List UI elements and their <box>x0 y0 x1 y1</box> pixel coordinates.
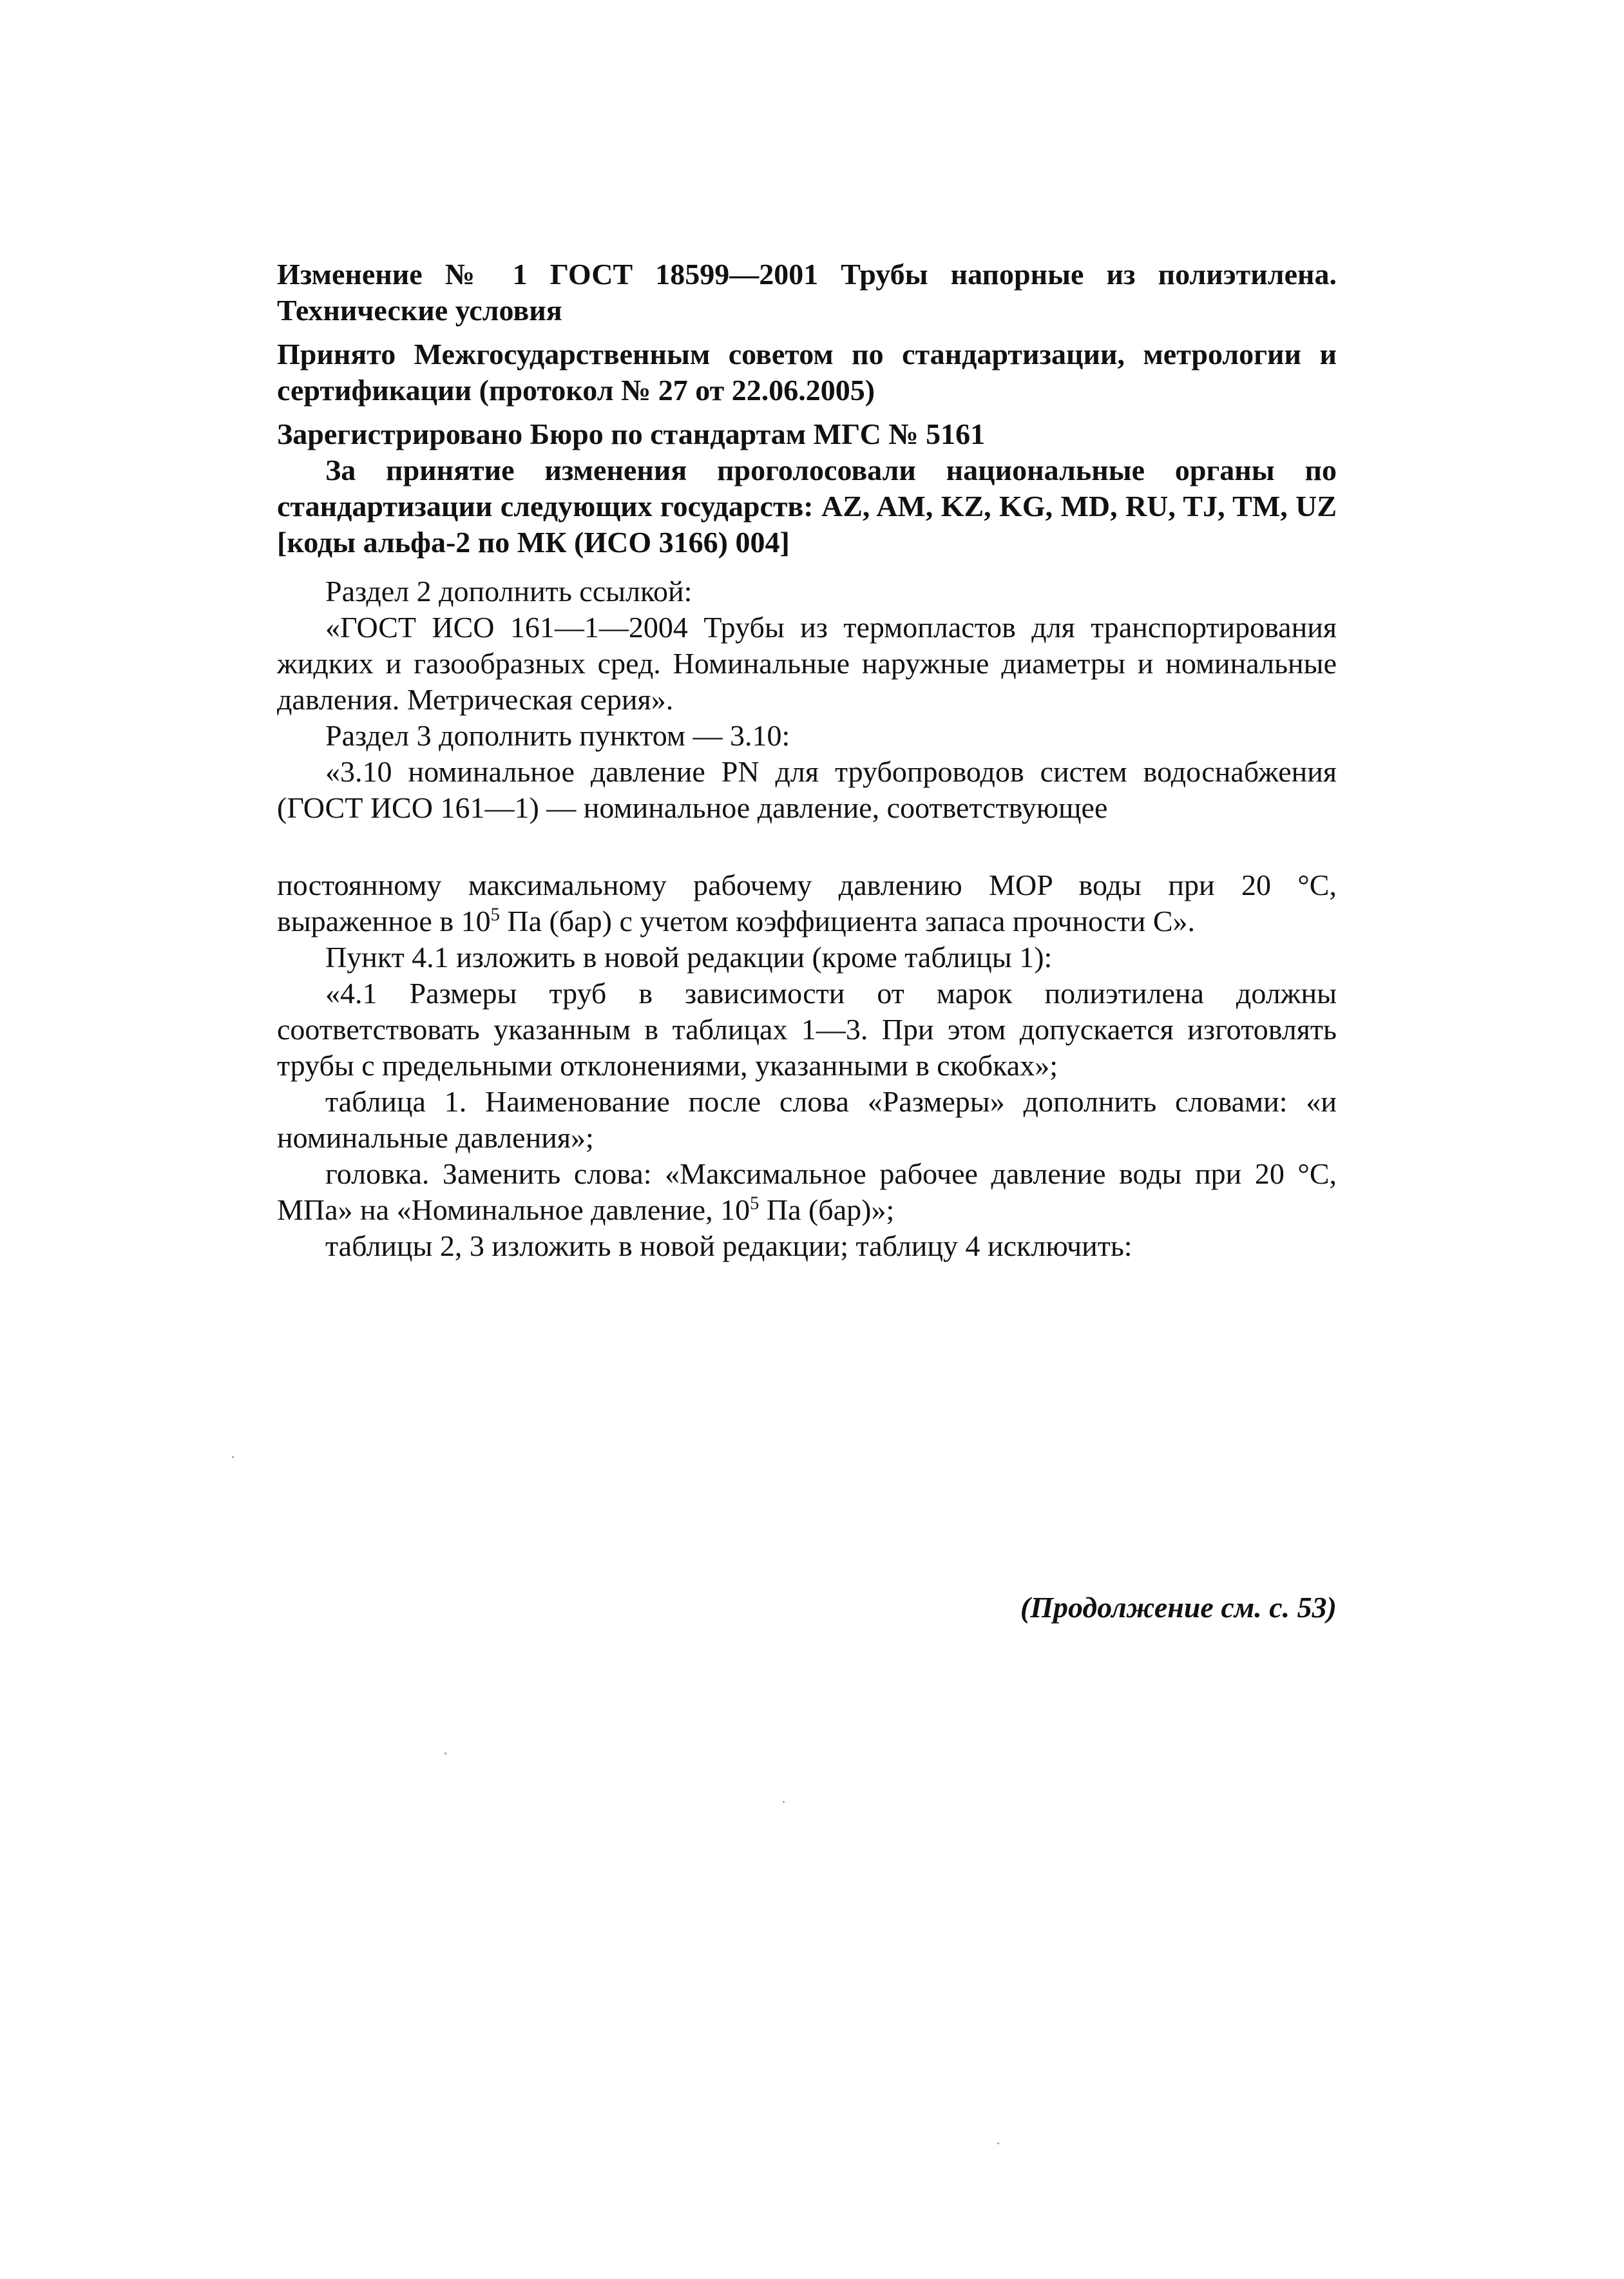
paragraph-tables-2-3: таблицы 2, 3 изложить в новой редакции; таблицу 4 исключить: <box>325 1229 1132 1262</box>
text-segment: постоянному максимальному рабочему давлению MOP воды при 20 °С, выраженное в 10 <box>277 869 1337 938</box>
scan-speck <box>783 1801 785 1803</box>
amendment-body-part2 <box>277 867 1337 1264</box>
text-segment: головка. Заменить слова: «Максимальное рабочее давление воды при 20 °С, МПа» на «Номинальное давление, 10 <box>277 1157 1337 1226</box>
paragraph-table1: таблица 1. Наименование после слова «Размеры» дополнить словами: «и номинальные давления»; <box>277 1085 1337 1154</box>
paragraph-clause-4-1: Пункт 4.1 изложить в новой редакции (кроме таблицы 1): <box>325 941 1053 974</box>
text-segment: Па (бар)»; <box>759 1193 895 1226</box>
superscript: 5 <box>750 1193 759 1214</box>
text-segment: Па (бар) с учетом коэффициента запаса прочности С». <box>499 905 1196 938</box>
paragraph-table-header <box>277 1156 1337 1228</box>
paragraph-clause-4-1-text: «4.1 Размеры труб в зависимости от марок полиэтилена должны соответствовать указанным в таблицах 1—3. При этом допускается изготовлять трубы с предельными отклонениями, указанными в скобках»; <box>277 977 1337 1082</box>
superscript: 5 <box>490 905 500 925</box>
adoption-note: Принято Межгосударственным советом по стандартизации, метрологии и сертификации (протокол № 27 от 22.06.2005) <box>277 338 1337 407</box>
registration-note: Зарегистрировано Бюро по стандартам МГС № 5161 <box>277 418 986 450</box>
continuation-note: (Продолжение см. с. 53) <box>1020 1591 1337 1624</box>
amendment-header <box>277 256 1337 561</box>
amendment-body-part1 <box>277 573 1337 826</box>
amendment-title: Изменение № 1 ГОСТ 18599—2001 Трубы напорные из полиэтилена. Технические условия <box>277 258 1337 327</box>
paragraph-gost-iso-reference: «ГОСТ ИСО 161—1—2004 Трубы из термопластов для транспортирования жидких и газообразных сред. Номинальные наружные диаметры и номинальные давления. Метрическая серия». <box>277 611 1337 716</box>
scan-speck <box>232 1456 234 1458</box>
scan-speck <box>997 2142 999 2144</box>
paragraph-section2: Раздел 2 дополнить ссылкой: <box>325 575 693 608</box>
scan-speck <box>444 1753 446 1755</box>
paragraph-definition-continued <box>277 867 1337 939</box>
paragraph-section3: Раздел 3 дополнить пунктом — 3.10: <box>325 719 790 752</box>
paragraph-definition-3-10: «3.10 номинальное давление PN для трубопроводов систем водоснабжения (ГОСТ ИСО 161—1) — номинальное давление, соответствующее <box>277 755 1337 824</box>
voting-note: За принятие изменения проголосовали национальные органы по стандартизации следующих государств: AZ, AM, KZ, KG, MD, RU, TJ, TM, UZ [коды альфа-2 по МК (ИСО 3166) 004] <box>277 454 1337 559</box>
